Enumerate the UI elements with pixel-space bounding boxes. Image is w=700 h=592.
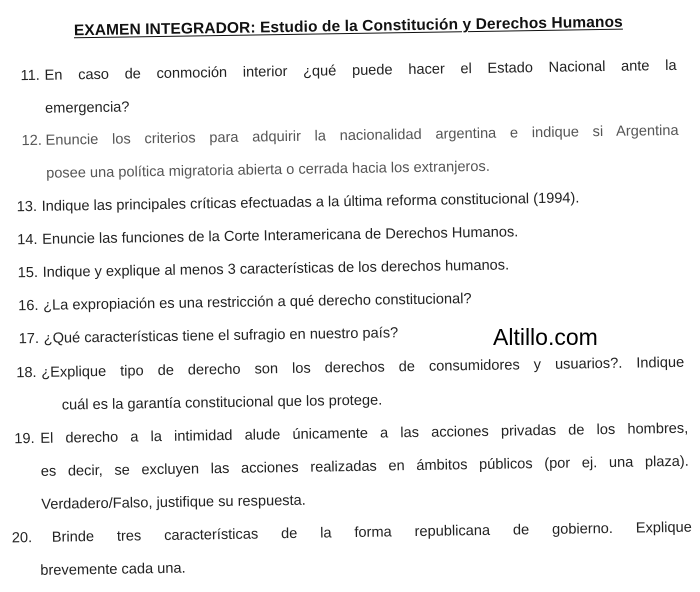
question-text-line: emergencia?: [44, 99, 130, 117]
question-number: 11.: [20, 67, 40, 85]
question-text-line: ¿Explique tipo de derecho son los derechos de consumidores y usuarios?. Indique: [41, 354, 685, 381]
question-text-line: Enuncie las funciones de la Corte Interamericana de Derechos Humanos.: [42, 224, 519, 248]
question-12: [21, 115, 679, 191]
question-text-line: ¿La expropiación es una restricción a qué derecho constitucional?: [43, 291, 472, 314]
exam-title: EXAMEN INTEGRADOR: Estudio de la Constitución y Derechos Humanos: [73, 13, 623, 40]
question-text-line: brevemente cada una.: [40, 560, 186, 579]
question-text-line: Indique las principales críticas efectuadas a la última reforma constitucional (1994).: [41, 190, 580, 215]
question-number: 13.: [16, 198, 38, 216]
question-number: 12.: [21, 132, 43, 150]
question-text-line: Brinde tres características de la forma republicana de gobierno. Explique: [51, 519, 692, 546]
question-18: [16, 347, 685, 423]
question-number: 17.: [18, 330, 40, 348]
question-text-line: cuál es la garantía constitucional que los protege.: [61, 392, 383, 414]
question-text-line: Verdadero/Falso, justifique su respuesta.: [41, 492, 306, 513]
question-19: [14, 413, 689, 523]
question-number: 20.: [11, 530, 33, 547]
question-number: 15.: [17, 264, 39, 282]
question-text-line: posee una política migratoria abierta o cerrada hacia los extranjeros.: [46, 158, 490, 182]
question-text-line: En caso de conmoción interior ¿qué puede hacer el Estado Nacional ante la: [44, 57, 677, 84]
question-number: 18.: [16, 364, 37, 382]
question-11: [20, 50, 677, 126]
question-number: 14.: [17, 231, 38, 249]
question-text-line: El derecho a la intimidad alude únicamente a las acciones privadas de los hombres,: [40, 420, 689, 447]
watermark-text: Altillo.com: [493, 324, 598, 350]
question-text-line: Enuncie los criterios para adquirir la nacionalidad argentina e indique si Argentina: [45, 122, 679, 149]
question-number: 16.: [18, 297, 39, 315]
question-number: 19.: [14, 430, 35, 448]
question-text-line: es decir, se excluyen las acciones realizadas en ámbitos públicos (por ej. una plaza).: [40, 453, 689, 480]
question-text-line: ¿Qué características tiene el sufragio en nuestro país?: [43, 325, 399, 347]
question-20: [12, 512, 693, 589]
question-text-line: Indique y explique al menos 3 características de los derechos humanos.: [42, 257, 510, 281]
